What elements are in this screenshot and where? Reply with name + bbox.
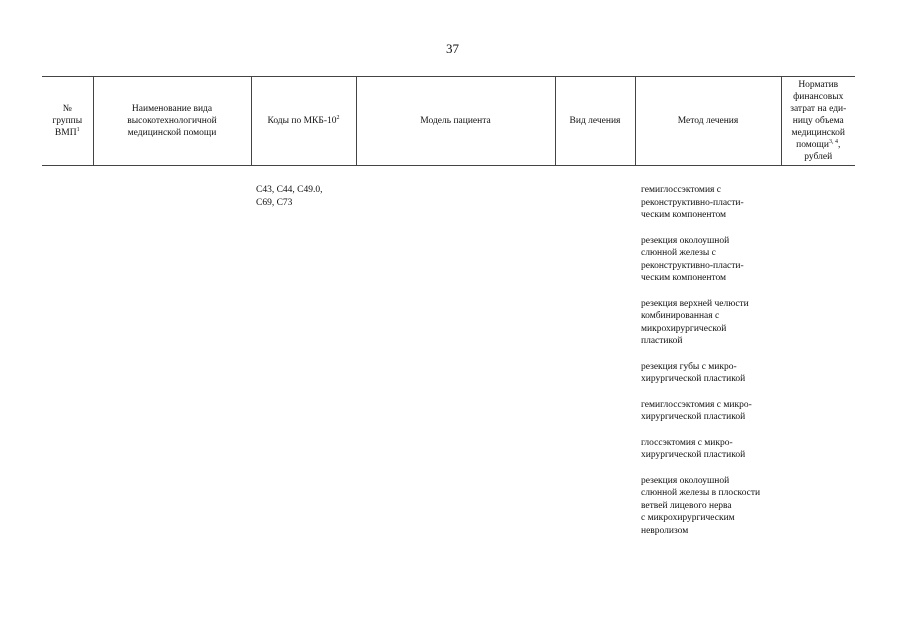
header-icd-codes: Коды по МКБ-$10^2$: [251, 77, 356, 166]
method-item: гемиглоссэктомия с микро- хирургической пластикой: [641, 399, 752, 422]
header-treatment-method: Метод лечения: [635, 77, 781, 166]
header-patient-model: Модель пациента: [356, 77, 555, 166]
treatment-methods-cell: [641, 184, 791, 550]
method-item: резекция верхней челюсти комбинированная с микрохирургической пластикой: [641, 298, 749, 346]
method-item: глоссэктомия с микро- хирургической пластикой: [641, 437, 746, 460]
method-item: резекция околоушной слюнной железы в плоскости ветвей лицевого нерва с микрохирургическим невролизом: [641, 475, 761, 536]
header-row: [42, 77, 855, 166]
icd-codes-cell: C43, C44, C49.0, C69, C73: [256, 185, 323, 208]
header-care-name: Наименование вида высокотехнологичной медицинской помощи: [93, 77, 251, 166]
header-norm: Норматив финансовых затрат на еди- ницу объема медицинской помощи$^{3, 4}$, рублей: [781, 77, 855, 166]
header-group-number: № группы ВМП$^1$: [42, 77, 93, 166]
method-item: гемиглоссэктомия с реконструктивно-пласти- ческим компонентом: [641, 185, 744, 220]
header-treatment-type: Вид лечения: [555, 77, 635, 166]
page-number: 37: [446, 41, 459, 56]
table-header: [42, 76, 855, 166]
method-item: резекция околоушной слюнной железы с реконструктивно-пласти- ческим компонентом: [641, 235, 744, 283]
method-item: резекция губы с микро- хирургической пластикой: [641, 361, 746, 384]
